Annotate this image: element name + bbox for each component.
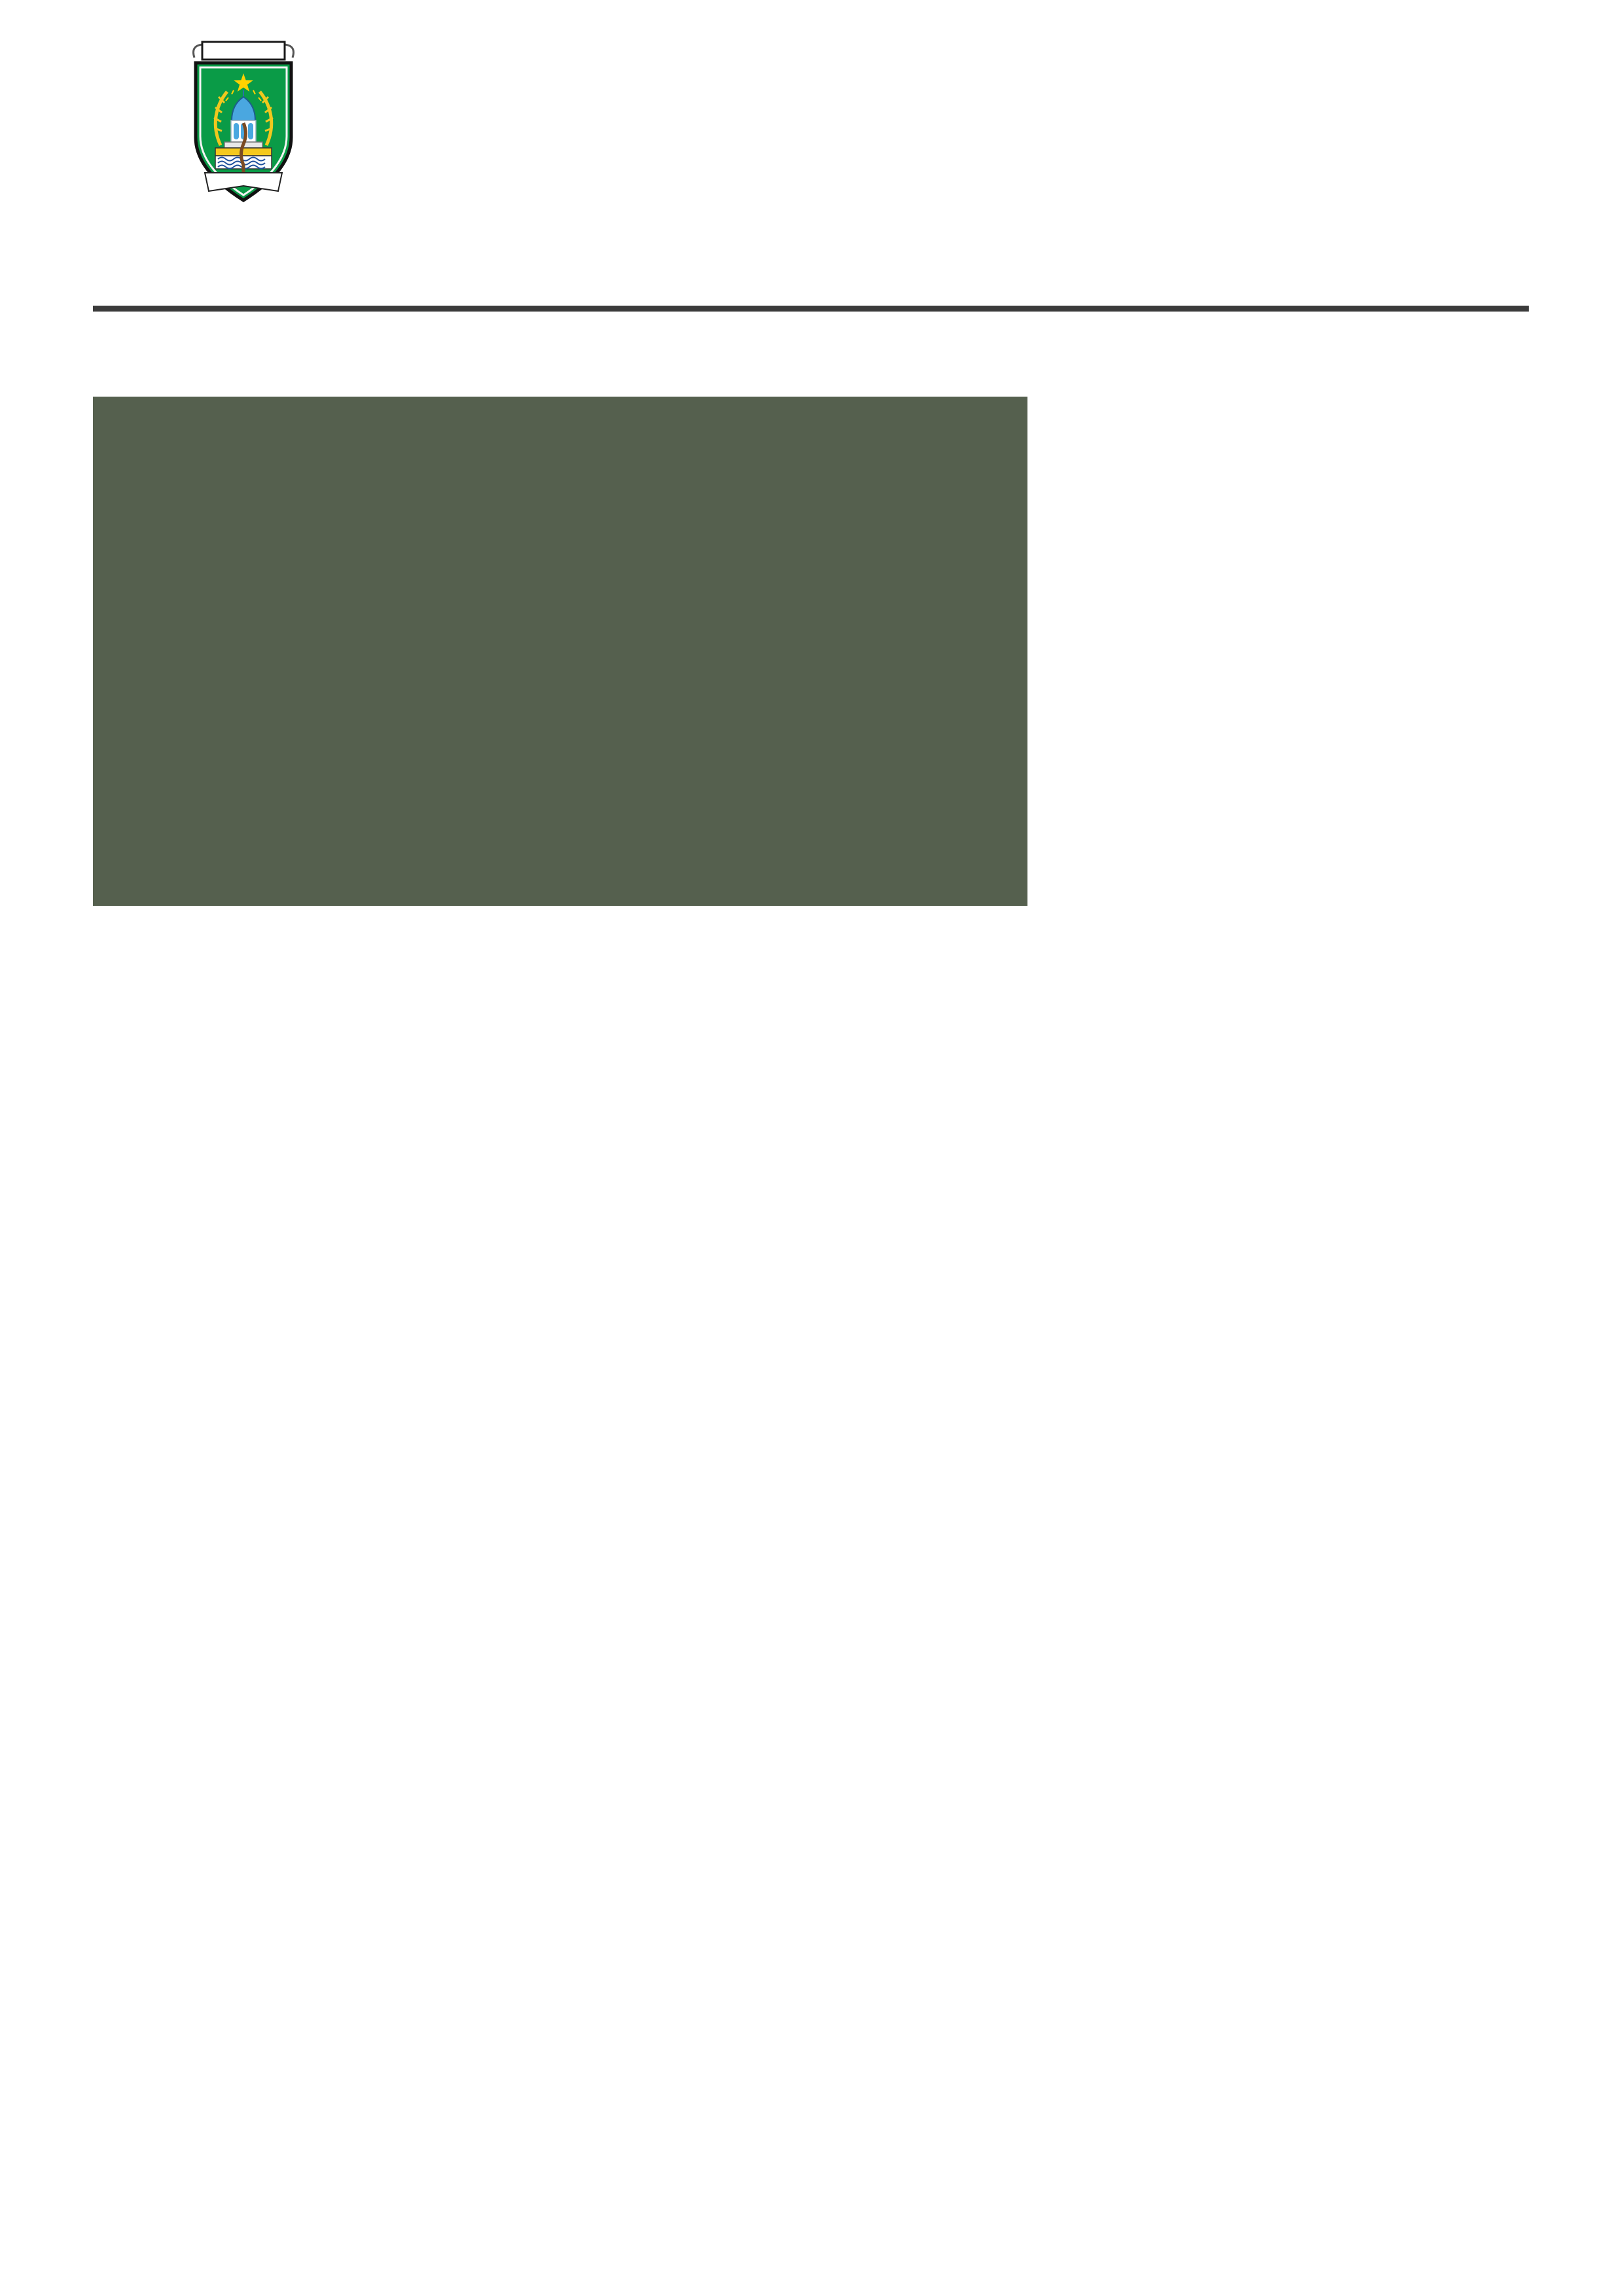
header-divider <box>93 306 1529 312</box>
kabupaten-pasuruan-crest-icon <box>185 39 302 204</box>
crowd-photo <box>93 397 1027 906</box>
article <box>93 364 1527 923</box>
qr-code <box>1073 397 1283 606</box>
pasuruan-always-fresh-logo <box>1216 98 1478 144</box>
qr-code-block <box>1073 397 1527 607</box>
flower-splash-icon <box>1278 98 1416 147</box>
social-media-bar <box>181 235 1378 292</box>
article-photo <box>93 397 1027 906</box>
suara-pasuruan-logo <box>357 50 1183 170</box>
